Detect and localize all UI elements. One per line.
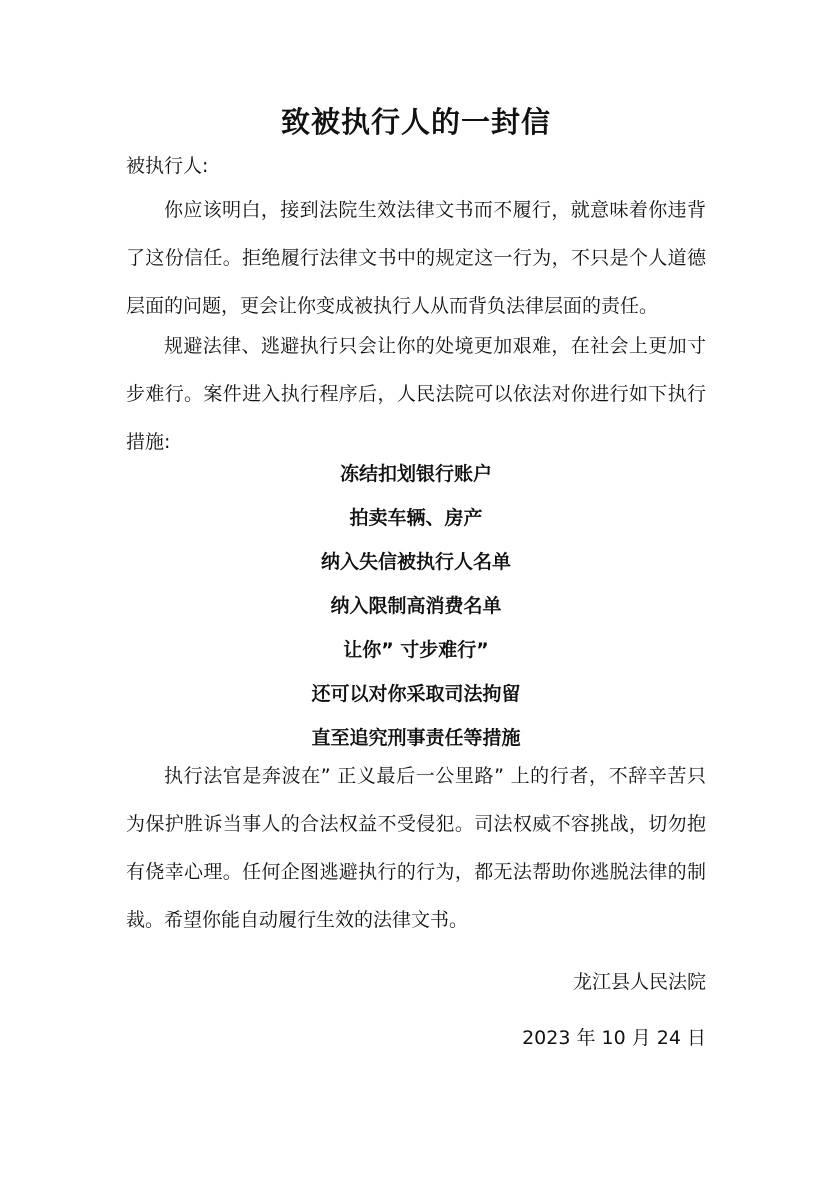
measure-item: 拍卖车辆、房产 xyxy=(349,507,483,529)
measure-item: 纳入失信被执行人名单 xyxy=(320,551,511,573)
paragraph-2: 规避法律、逃避执行只会让你的处境更加艰难，在社会上更加寸步难行。案件进入执行程序后，人民法院可以依法对你进行如下执行措施: xyxy=(126,335,706,453)
measure-item: 直至追究刑事责任等措施 xyxy=(311,727,521,749)
signature-block xyxy=(522,954,706,1066)
paragraph-1: 你应该明白，接到法院生效法律文书而不履行，就意味着你违背了这份信任。拒绝履行法律文书中的规定这一行为，不只是个人道德层面的问题，更会让你变成被执行人从而背负法律层面的责任。 xyxy=(126,199,706,317)
enforcement-measures-list xyxy=(0,452,832,760)
salutation: 被执行人: xyxy=(126,155,209,177)
issuer-name: 龙江县人民法院 xyxy=(572,971,706,993)
letter-date: 2023 年 10 月 24 日 xyxy=(522,1027,706,1049)
measure-item: 还可以对你采取司法拘留 xyxy=(311,683,521,705)
measure-item: 纳入限制高消费名单 xyxy=(330,595,502,617)
measure-item: 让你” 寸步难行” xyxy=(343,639,489,661)
measure-item: 冻结扣划银行账户 xyxy=(339,463,492,485)
paragraph-3: 执行法官是奔波在” 正义最后一公里路” 上的行者，不辞辛苦只为保护胜诉当事人的合法权益不受侵犯。司法权威不容挑战，切勿抱有侥幸心理。任何企图逃避执行的行为，都无法帮助你逃脱法律的制裁。希望你能自动履行生效的法律文书。 xyxy=(126,765,706,931)
letter-title: 致被执行人的一封信 xyxy=(280,105,551,139)
